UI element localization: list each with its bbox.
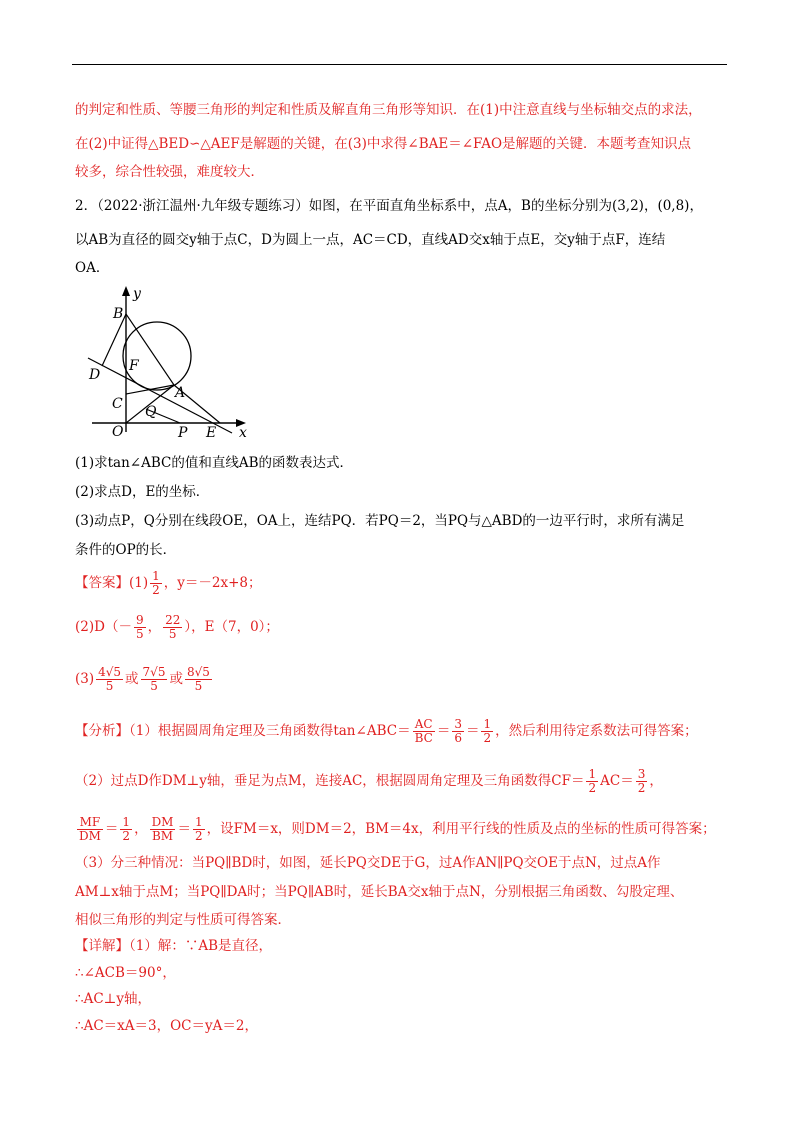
- segment-ba: [126, 314, 174, 385]
- analysis-line-3: $\frac{MF}{DM}$ ＝ $\frac{1}{2}$ ， $\frac{DM}{BM}$ ＝ $\frac{1}{2}$ ，设FM＝x，则DM＝2，BM＝4x，利用平行线的性质及点的坐标的性质可得答案；: [79, 815, 716, 843]
- fraction: $\frac{7√5}{5}$: [142, 665, 166, 693]
- circle: [123, 322, 191, 390]
- text-line: 较多，综合性较强，难度较大．: [75, 164, 264, 180]
- text-line: 的判定和性质、等腰三角形的判定和性质及解直角三角形等知识．在(1)中注意直线与坐标轴交点的求法，: [75, 102, 702, 118]
- label-f: F: [129, 358, 139, 374]
- fraction: $\frac{1}{2}$: [194, 815, 203, 843]
- fraction: $\frac{DM}{BM}$: [151, 815, 174, 843]
- question-2: (2)求点D，E的坐标．: [75, 484, 210, 500]
- label-d: D: [89, 367, 101, 383]
- label-y: y: [133, 286, 141, 302]
- fraction: $\frac{3}{2}$: [637, 767, 646, 795]
- label-e: E: [206, 425, 217, 441]
- y-axis-arrow-icon: [122, 286, 130, 296]
- fraction: $\frac{3}{6}$: [454, 717, 462, 745]
- answer-text: (3): [75, 671, 95, 687]
- analysis-line-2: （2）过点D作DM⊥y轴，垂足为点M，连接AC，根据圆周角定理及三角函数得CF＝ $\frac{1}{2}$ AC＝ $\frac{3}{2}$ ，: [75, 767, 663, 795]
- fraction: $\frac{1}{2}$: [483, 717, 492, 745]
- answer-text: ），E（7，0）；: [184, 619, 279, 635]
- detail-line-3: ∴AC⊥y轴，: [75, 991, 151, 1007]
- analysis-line-6: 相似三角形的判定与性质可得答案．: [75, 912, 291, 928]
- analysis-label: 【分析】: [75, 723, 129, 739]
- answer-text: (1): [129, 575, 149, 591]
- fraction: $\frac{22}{5}$: [165, 613, 181, 641]
- answer-line-1: [75, 570, 262, 597]
- fraction: $\frac{1}{2}$: [588, 767, 597, 795]
- fraction: $\frac{MF}{DM}$: [79, 815, 101, 843]
- question-3-cont: 条件的OP的长．: [75, 542, 177, 558]
- answer-text: ，y＝－2x+8；: [163, 575, 262, 591]
- detail-label: 【详解】: [75, 938, 129, 954]
- geometry-figure: [82, 282, 252, 442]
- problem-statement: 2．（2022·浙江温州·九年级专题练习）如图，在平面直角坐标系中，点A，B的坐标分别为(3,2)，(0,8)，: [75, 198, 703, 214]
- answer-label: 【答案】: [75, 575, 129, 591]
- answer-text: (2)D（－: [75, 619, 132, 635]
- fraction: $\frac{4√5}{5}$: [98, 665, 122, 693]
- problem-statement: 以AB为直径的圆交y轴于点C，D为圆上一点，AC＝CD，直线AD交x轴于点E，交y轴于点F，连结: [75, 232, 666, 248]
- answer-line-2: (2)D（－ $\frac{9}{5}$ ， $\frac{22}{5}$ ），E（7，0）；: [75, 613, 279, 641]
- label-q: Q: [145, 404, 157, 420]
- detail-line-4: ∴AC＝xA＝3，OC＝yA＝2，: [75, 1018, 258, 1034]
- label-c: C: [112, 396, 123, 412]
- label-x: x: [239, 425, 247, 441]
- label-b: B: [113, 306, 124, 322]
- label-a: A: [175, 385, 186, 401]
- label-o: O: [112, 424, 124, 440]
- analysis-line-4: （3）分三种情况：当PQ∥BD时，如图，延长PQ交DE于G，过A作AN∥PQ交OE于点N，过点A作: [75, 855, 661, 871]
- fraction: $\frac{1}{2}$: [122, 815, 131, 843]
- text-line: 在(2)中证得△BED∽△AEF是解题的关键，在(3)中求得∠BAE＝∠FAO是解题的关键．本题考查知识点: [75, 136, 692, 152]
- fraction: $\frac{1}{2}$: [152, 569, 160, 597]
- fraction: $\frac{AC}{BC}$: [414, 717, 433, 745]
- detail-line-2: ∴∠ACB＝90°，: [75, 965, 176, 981]
- question-1: (1)求tan∠ABC的值和直线AB的函数表达式．: [75, 455, 354, 471]
- header-rule: [72, 64, 727, 65]
- analysis-line-5: AM⊥x轴于点M；当PQ∥DA时；当PQ∥AB时，延长BA交x轴于点N，分别根据三角函数、勾股定理、: [75, 884, 684, 900]
- fraction: $\frac{9}{5}$: [135, 613, 144, 641]
- segment-ac: [126, 385, 174, 394]
- fraction: $\frac{8√5}{5}$: [186, 665, 210, 693]
- answer-line-3: (3) $\frac{4√5}{5}$ 或 $\frac{7√5}{5}$ 或 $\frac{8√5}{5}$: [75, 665, 210, 693]
- question-3: (3)动点P，Q分别在线段OE，OA上，连结PQ．若PQ＝2，当PQ与△ABD的一边平行时，求所有满足: [75, 513, 685, 529]
- analysis-line-1: 【分析】（1）根据圆周角定理及三角函数得tan∠ABC＝ $\frac{AC}{BC}$ ＝ $\frac{3}{6}$ ＝ $\frac{1}{2}$ ，然后利用待定系数法可得答案；: [75, 717, 698, 745]
- label-p: P: [178, 425, 188, 441]
- problem-statement: OA．: [75, 260, 110, 276]
- detail-line-1: 【详解】（1）解：∵AB是直径，: [75, 938, 273, 954]
